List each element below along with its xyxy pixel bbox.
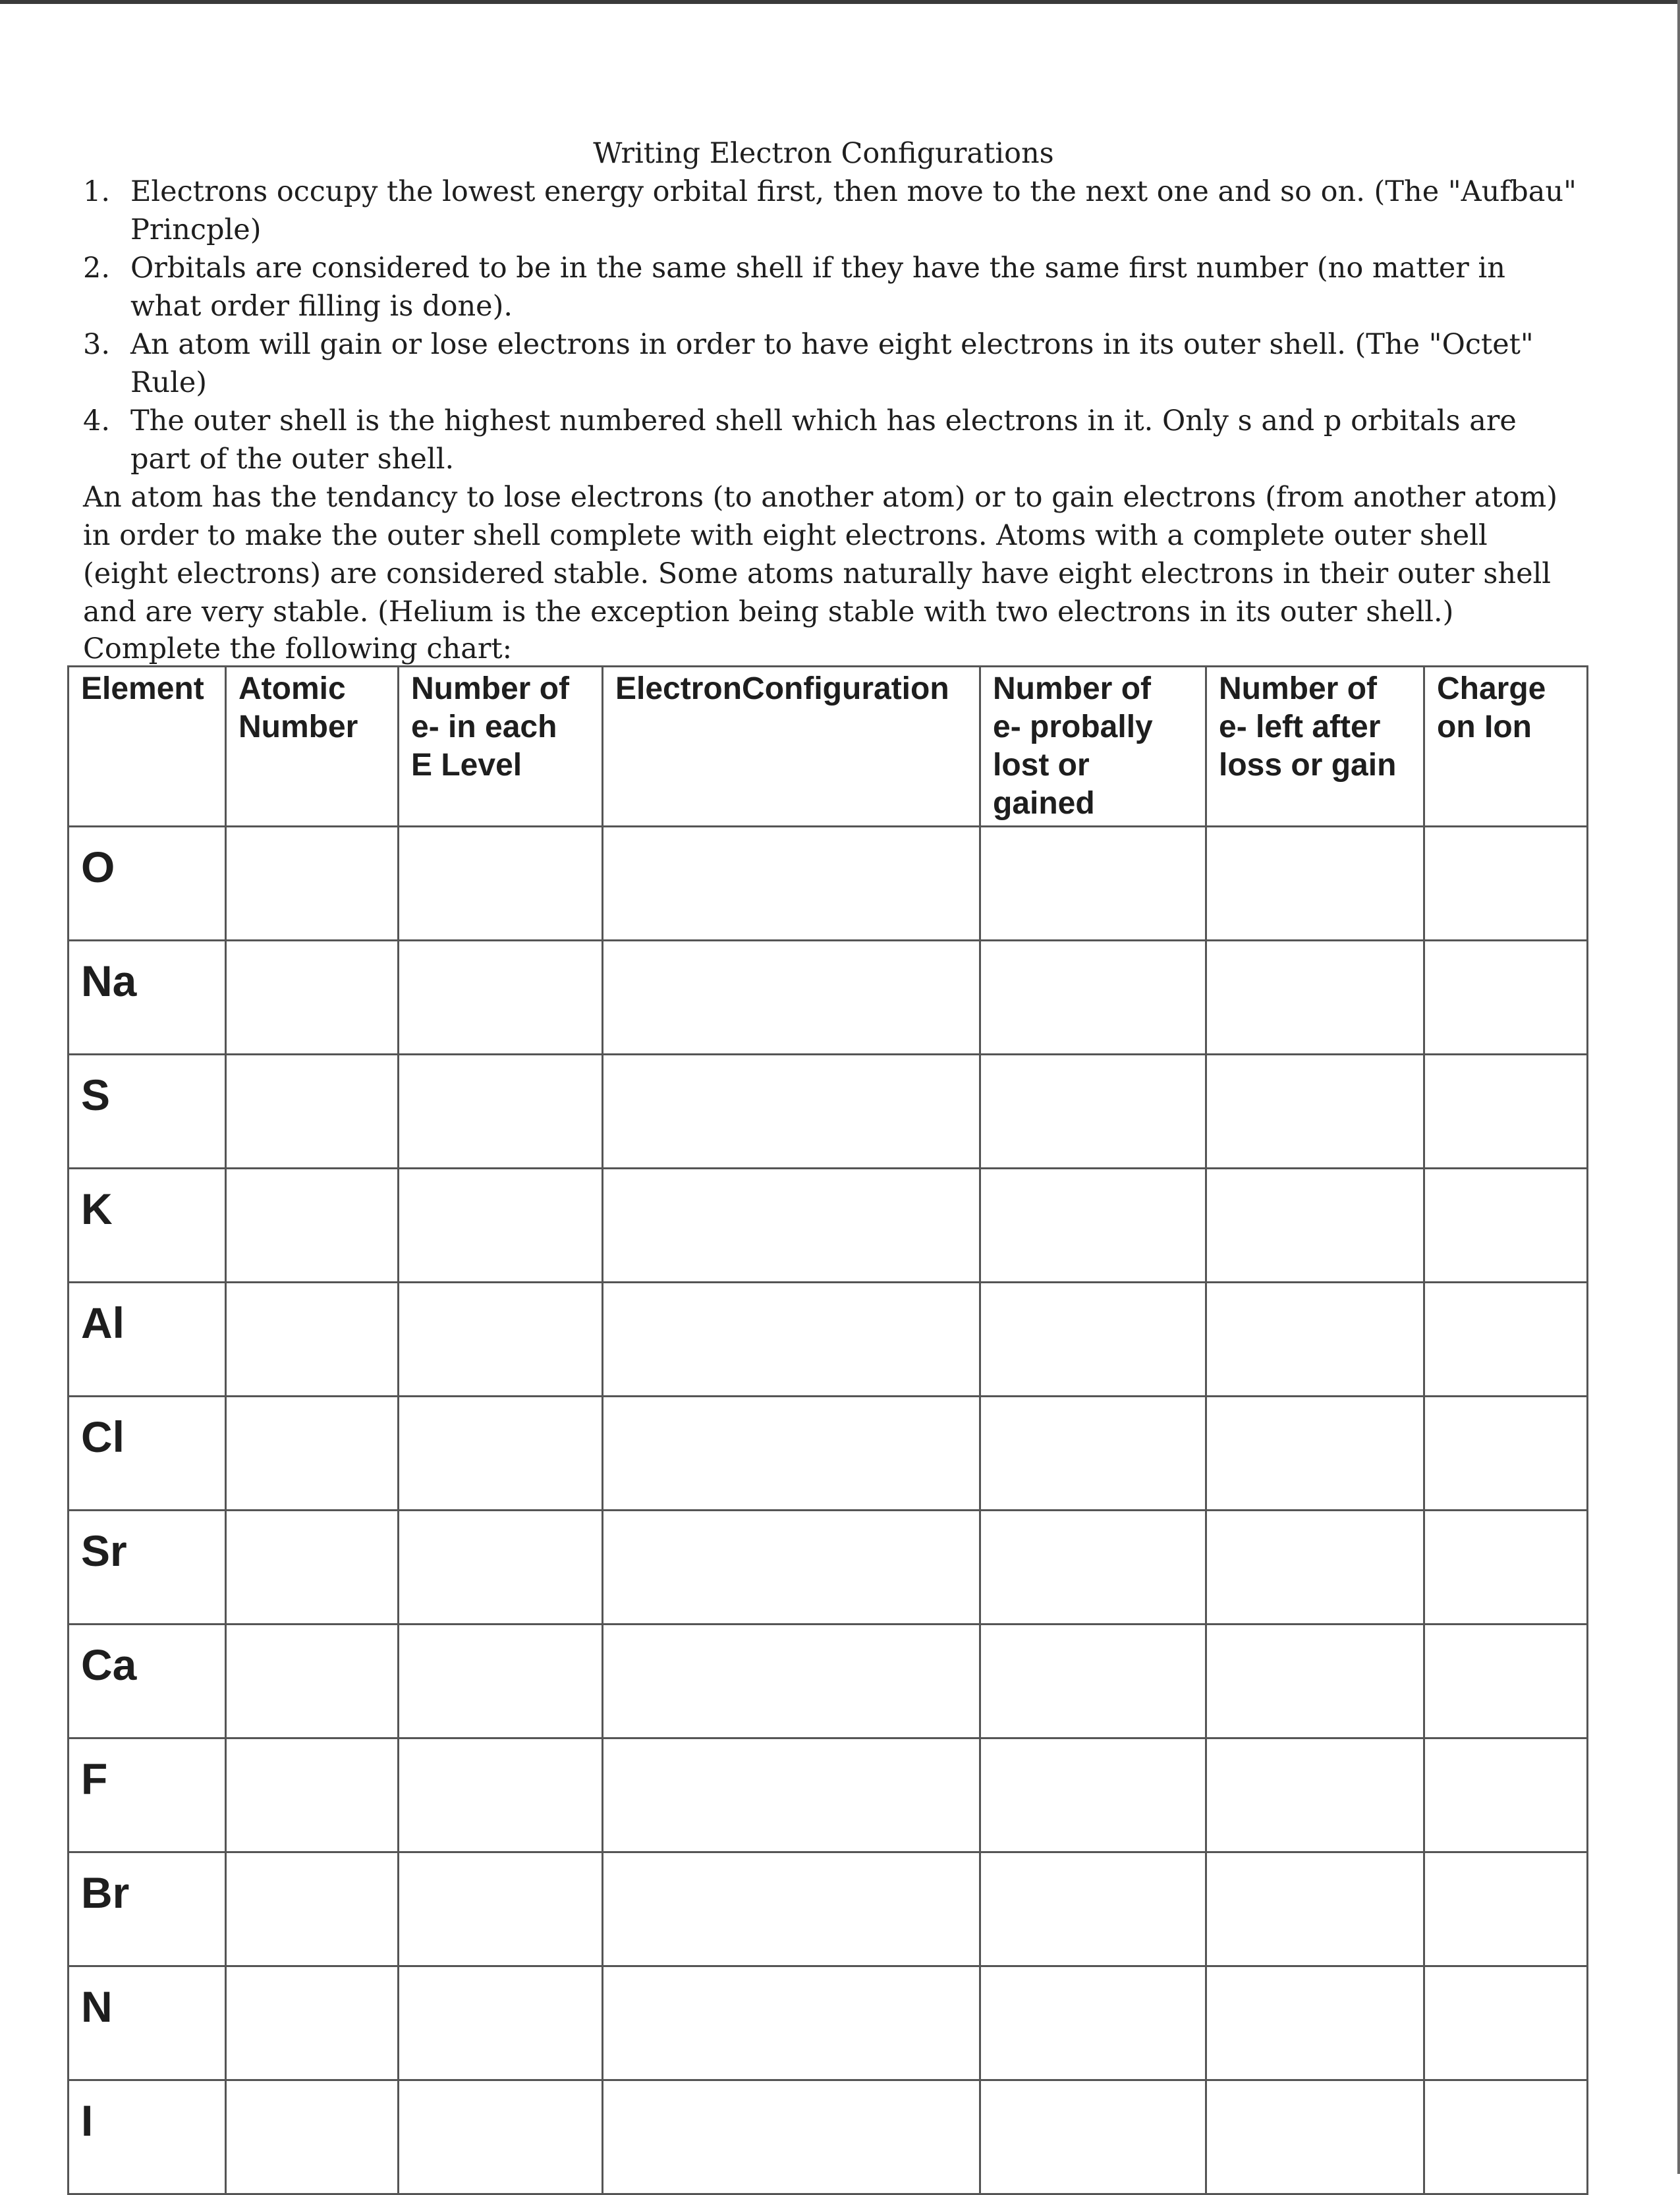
table-row (69, 827, 1588, 941)
rule-number: 3. (83, 328, 111, 361)
electrons-per-level-cell[interactable] (399, 1852, 603, 1966)
table-row (69, 1397, 1588, 1511)
header-atomic-number (226, 667, 399, 827)
header-line: E Level (411, 748, 522, 783)
rule-text: Orbitals are considered to be in the same shell if they have the same first number (no matter in what order filling is done). (130, 252, 1505, 323)
chart-prompt: Complete the following chart: (83, 632, 513, 665)
element-symbol-cell: Ca (69, 1625, 226, 1738)
atomic-number-cell[interactable] (226, 1852, 399, 1966)
electron-configuration-cell[interactable] (603, 1397, 980, 1511)
header-line: loss or gain (1219, 748, 1397, 783)
electron-configuration-cell[interactable] (603, 1852, 980, 1966)
table-row (69, 1738, 1588, 1852)
electrons-lost-gained-cell[interactable] (980, 941, 1206, 1055)
electrons-left-cell[interactable] (1206, 1169, 1424, 1283)
element-symbol-cell: O (69, 827, 226, 941)
electrons-per-level-cell[interactable] (399, 1625, 603, 1738)
rule-text: Electrons occupy the lowest energy orbital first, then move to the next one and so on. (The "Aufbau" Princple) (130, 175, 1577, 246)
electron-configuration-cell[interactable] (603, 1169, 980, 1283)
table-row (69, 1283, 1588, 1397)
electrons-left-cell[interactable] (1206, 1397, 1424, 1511)
explanation-paragraph: An atom has the tendancy to lose electrons (to another atom) or to gain electrons (from another atom) in order to make the outer shell complete with eight electrons. Atoms with a complete outer shell (eight electrons) are considered stable. Some atoms naturally have eight electrons in their outer shell and are very stable. (Helium is the exception being stable with two electrons in its outer shell.) (83, 481, 1558, 628)
electron-configuration-cell[interactable] (603, 941, 980, 1055)
header-line: e- left after (1219, 709, 1381, 744)
ion-charge-cell[interactable] (1424, 1738, 1588, 1852)
electrons-left-cell[interactable] (1206, 827, 1424, 941)
atomic-number-cell[interactable] (226, 2080, 399, 2194)
electrons-lost-gained-cell[interactable] (980, 1283, 1206, 1397)
electrons-left-cell[interactable] (1206, 1738, 1424, 1852)
electron-configuration-cell[interactable] (603, 1738, 980, 1852)
rule-item (83, 325, 1579, 402)
electrons-lost-gained-cell[interactable] (980, 2080, 1206, 2194)
electrons-per-level-cell[interactable] (399, 1283, 603, 1397)
intro-text (83, 173, 1579, 631)
header-line: ElectronConfiguration (615, 671, 949, 706)
header-electrons-per-level (399, 667, 603, 827)
electrons-per-level-cell[interactable] (399, 1169, 603, 1283)
atomic-number-cell[interactable] (226, 827, 399, 941)
electron-configuration-cell[interactable] (603, 1625, 980, 1738)
header-line: Number of (1219, 671, 1377, 706)
electrons-left-cell[interactable] (1206, 941, 1424, 1055)
atomic-number-cell[interactable] (226, 941, 399, 1055)
electrons-lost-gained-cell[interactable] (980, 1397, 1206, 1511)
electron-configuration-cell[interactable] (603, 1055, 980, 1169)
header-line: Number (238, 709, 358, 744)
table-row (69, 1169, 1588, 1283)
rule-number: 4. (83, 404, 111, 437)
electrons-left-cell[interactable] (1206, 1055, 1424, 1169)
electrons-lost-gained-cell[interactable] (980, 1738, 1206, 1852)
header-line: e- probally (993, 709, 1153, 744)
electrons-per-level-cell[interactable] (399, 1055, 603, 1169)
rule-text: An atom will gain or lose electrons in order to have eight electrons in its outer shell. (The "Octet" Rule) (130, 328, 1534, 399)
electrons-per-level-cell[interactable] (399, 941, 603, 1055)
electrons-lost-gained-cell[interactable] (980, 1852, 1206, 1966)
rule-item (83, 402, 1579, 478)
electrons-per-level-cell[interactable] (399, 2080, 603, 2194)
electron-config-table (67, 665, 1588, 2195)
electrons-lost-gained-cell[interactable] (980, 1169, 1206, 1283)
electrons-left-cell[interactable] (1206, 1511, 1424, 1625)
ion-charge-cell[interactable] (1424, 827, 1588, 941)
scan-edge-top (0, 0, 1680, 4)
rule-text: The outer shell is the highest numbered shell which has electrons in it. Only s and p orbitals are part of the outer shell. (130, 404, 1517, 476)
atomic-number-cell[interactable] (226, 1397, 399, 1511)
electrons-left-cell[interactable] (1206, 1966, 1424, 2080)
element-symbol-cell: N (69, 1966, 226, 2080)
element-symbol-cell: Na (69, 941, 226, 1055)
electrons-lost-gained-cell[interactable] (980, 1511, 1206, 1625)
electrons-left-cell[interactable] (1206, 1852, 1424, 1966)
ion-charge-cell[interactable] (1424, 1055, 1588, 1169)
table-row (69, 1055, 1588, 1169)
header-line: e- in each (411, 709, 557, 744)
ion-charge-cell[interactable] (1424, 1511, 1588, 1625)
header-line: Atomic (238, 671, 346, 706)
electron-configuration-cell[interactable] (603, 827, 980, 941)
header-line: Number of (993, 671, 1151, 706)
ion-charge-cell[interactable] (1424, 1625, 1588, 1738)
header-ion-charge (1424, 667, 1588, 827)
rule-item (83, 173, 1579, 249)
electrons-per-level-cell[interactable] (399, 1397, 603, 1511)
table-row (69, 1625, 1588, 1738)
rule-number: 1. (83, 175, 111, 208)
electron-configuration-cell[interactable] (603, 1283, 980, 1397)
table-header-row (69, 667, 1588, 827)
header-line: Number of (411, 671, 569, 706)
header-line: gained (993, 786, 1095, 821)
electrons-lost-gained-cell[interactable] (980, 1625, 1206, 1738)
header-line: on Ion (1437, 709, 1532, 744)
ion-charge-cell[interactable] (1424, 1169, 1588, 1283)
header-electron-configuration (603, 667, 980, 827)
rule-item (83, 249, 1579, 325)
electrons-left-cell[interactable] (1206, 2080, 1424, 2194)
electrons-per-level-cell[interactable] (399, 1966, 603, 2080)
header-electrons-lost-gained (980, 667, 1206, 827)
element-symbol-cell: K (69, 1169, 226, 1283)
page-title: Writing Electron Configurations (593, 137, 1054, 170)
atomic-number-cell[interactable] (226, 1055, 399, 1169)
atomic-number-cell[interactable] (226, 1738, 399, 1852)
atomic-number-cell[interactable] (226, 1966, 399, 2080)
element-symbol-cell: S (69, 1055, 226, 1169)
header-element (69, 667, 226, 827)
electrons-left-cell[interactable] (1206, 1283, 1424, 1397)
header-line: lost or (993, 748, 1090, 783)
atomic-number-cell[interactable] (226, 1625, 399, 1738)
element-symbol-cell: Sr (69, 1511, 226, 1625)
ion-charge-cell[interactable] (1424, 1397, 1588, 1511)
table-body (69, 827, 1588, 2194)
ion-charge-cell[interactable] (1424, 1283, 1588, 1397)
electrons-left-cell[interactable] (1206, 1625, 1424, 1738)
table-row (69, 2080, 1588, 2194)
electrons-lost-gained-cell[interactable] (980, 1055, 1206, 1169)
element-symbol-cell: Al (69, 1283, 226, 1397)
electrons-lost-gained-cell[interactable] (980, 827, 1206, 941)
header-line: Element (81, 671, 204, 706)
ion-charge-cell[interactable] (1424, 2080, 1588, 2194)
element-symbol-cell: I (69, 2080, 226, 2194)
table-row (69, 1966, 1588, 2080)
element-symbol-cell: Br (69, 1852, 226, 1966)
element-symbol-cell: Cl (69, 1397, 226, 1511)
atomic-number-cell[interactable] (226, 1283, 399, 1397)
ion-charge-cell[interactable] (1424, 1852, 1588, 1966)
header-electrons-left (1206, 667, 1424, 827)
electron-configuration-cell[interactable] (603, 2080, 980, 2194)
electron-configuration-cell[interactable] (603, 1511, 980, 1625)
electron-configuration-cell[interactable] (603, 1966, 980, 2080)
table-row (69, 1852, 1588, 1966)
ion-charge-cell[interactable] (1424, 1966, 1588, 2080)
ion-charge-cell[interactable] (1424, 941, 1588, 1055)
table-row (69, 941, 1588, 1055)
scan-edge-right (1677, 0, 1680, 2174)
electrons-lost-gained-cell[interactable] (980, 1966, 1206, 2080)
rule-number: 2. (83, 252, 111, 285)
atomic-number-cell[interactable] (226, 1511, 399, 1625)
electrons-per-level-cell[interactable] (399, 827, 603, 941)
electrons-per-level-cell[interactable] (399, 1738, 603, 1852)
electrons-per-level-cell[interactable] (399, 1511, 603, 1625)
table-row (69, 1511, 1588, 1625)
header-line: Charge (1437, 671, 1546, 706)
element-symbol-cell: F (69, 1738, 226, 1852)
atomic-number-cell[interactable] (226, 1169, 399, 1283)
